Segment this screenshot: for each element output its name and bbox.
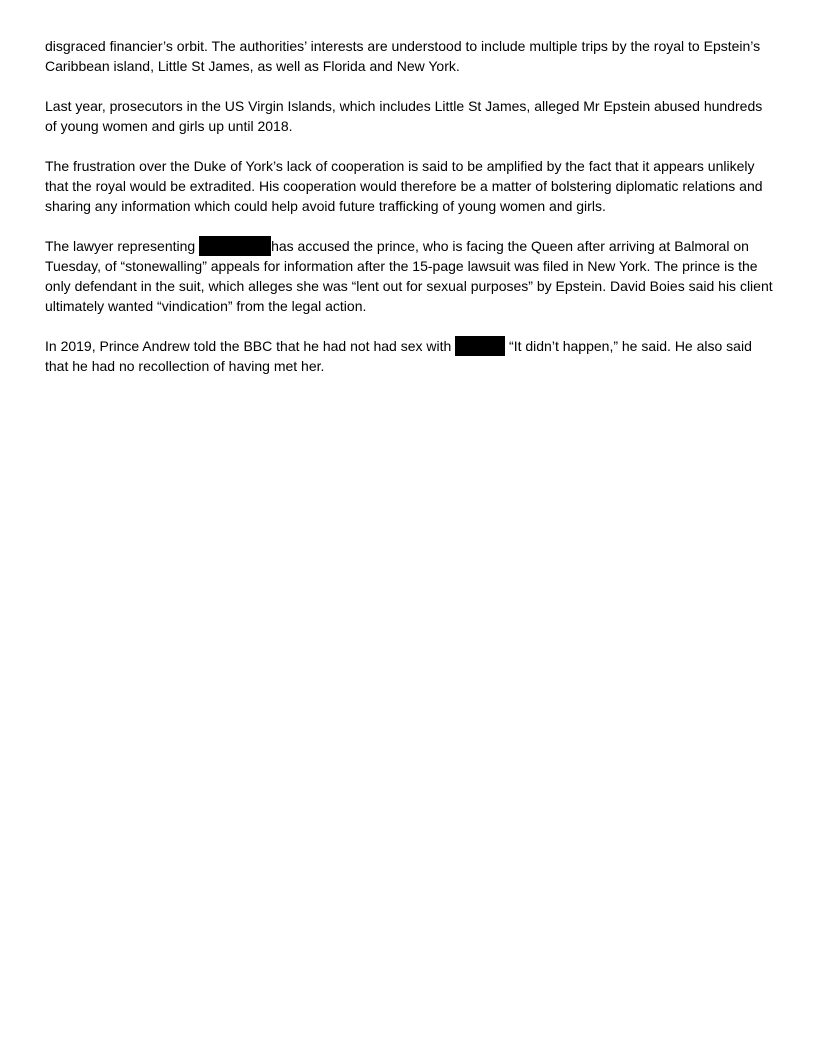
redaction-bar (199, 236, 271, 256)
paragraph-4-text-before: The lawyer representing (45, 238, 200, 254)
paragraph-5-text-before: In 2019, Prince Andrew told the BBC that he had not had sex with (45, 338, 456, 354)
redaction-bar (455, 336, 505, 356)
paragraph-2: Last year, prosecutors in the US Virgin Islands, which includes Little St James, alleged Mr Epstein abused hundreds of young women and girls up until 2018. (45, 98, 763, 134)
document-page (45, 36, 773, 396)
paragraph-5 (45, 336, 773, 376)
paragraph-3: The frustration over the Duke of York’s lack of cooperation is said to be amplified by the fact that it appears unlikely that the royal would be extradited. His cooperation would therefore be a matter of bolstering diplomatic relations and sharing any information which could help avoid future trafficking of young women and girls. (45, 158, 763, 214)
paragraph-4-text-after: has accused the prince, who is facing the Queen after arriving at Balmoral on Tuesday, of “stonewalling” appeals for information after the 15-page lawsuit was filed in New York. The prince is the only defendant in the suit, which alleges she was “lent out for sexual purposes” by Epstein. David Boies said his client ultimately wanted “vindication” from the legal action. (45, 238, 773, 314)
paragraph-5-text-after: “It didn’t happen,” he said. He also said that he had no recollection of having met her. (45, 338, 752, 374)
paragraph-4 (45, 236, 773, 316)
paragraph-1: disgraced financier’s orbit. The authorities’ interests are understood to include multiple trips by the royal to Epstein’s Caribbean island, Little St James, as well as Florida and New York. (45, 38, 761, 74)
